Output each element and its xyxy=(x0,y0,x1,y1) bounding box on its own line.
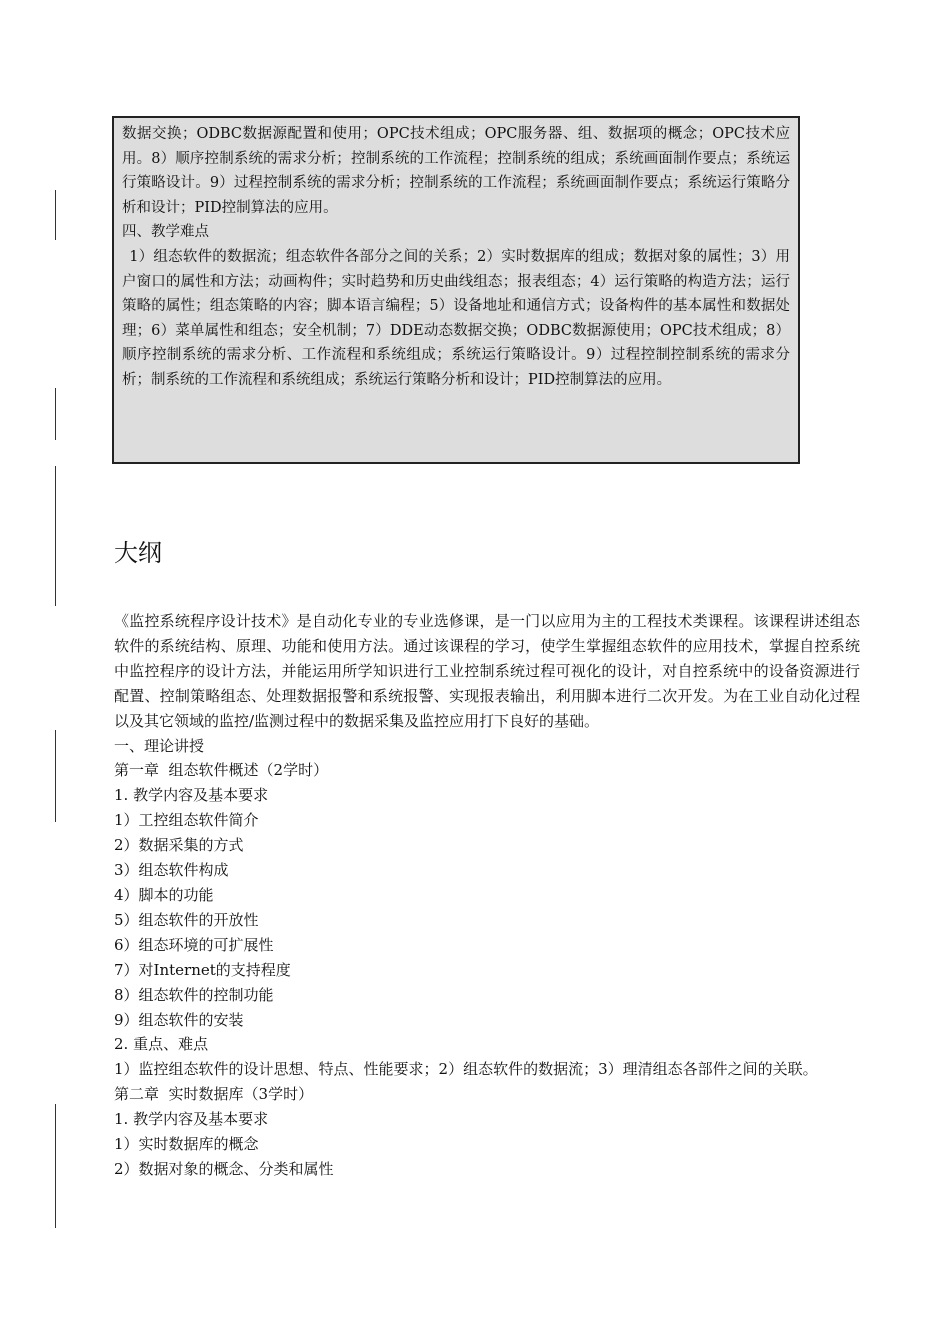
list-item: 9）组态软件的安装 xyxy=(114,1010,244,1029)
box-section-heading: 四、教学难点 xyxy=(122,224,209,241)
list-item: 1）工控组态软件简介 xyxy=(114,811,259,830)
chapter-title: 第一章 组态软件概述（2学时） xyxy=(114,761,329,780)
box-paragraph: 数据交换；ODBC数据源配置和使用；OPC技术组成；OPC服务器、组、数据项的概念；OPC技术应用。8）顺序控制系统的需求分析；控制系统的工作流程；控制系统的组成；系统画面制作要点；系统运行策略设计。9）过程控制系统的需求分析；控制系统的工作流程；系统画面制作要点；系统运行策略分析和设计；PID控制算法的应用。 xyxy=(122,126,790,216)
chapter-title: 第二章 实时数据库（3学时） xyxy=(114,1085,314,1104)
list-item: 4）脚本的功能 xyxy=(114,885,214,904)
body-paragraph: 1）监控组态软件的设计思想、特点、性能要求；2）组态软件的数据流；3）理清组态各部件之间的关联。 xyxy=(114,1060,818,1079)
section-heading: 大纲 xyxy=(114,539,162,567)
list-item: 6）组态环境的可扩展性 xyxy=(114,935,274,954)
revision-bar xyxy=(55,1104,56,1228)
list-item: 7）对Internet的支持程度 xyxy=(114,960,291,979)
revision-bar xyxy=(55,466,56,606)
list-item: 5）组态软件的开放性 xyxy=(114,910,259,929)
revision-bar xyxy=(55,730,56,822)
revision-bar xyxy=(55,388,56,440)
shaded-text-box xyxy=(112,116,800,464)
list-item: 2）数据对象的概念、分类和属性 xyxy=(114,1159,334,1178)
body-line: 1. 教学内容及基本要求 xyxy=(114,786,269,805)
intro-paragraph: 《监控系统程序设计技术》是自动化专业的专业选修课，是一门以应用为主的工程技术类课程。该课程讲述组态软件的系统结构、原理、功能和使用方法。通过该课程的学习，使学生掌握组态软件的应用技术，掌握自控系统中监控程序的设计方法，并能运用所学知识进行工业控制系统过程可视化的设计，对自控系统中的设备资源进行配置、控制策略组态、处理数据报警和系统报警、实现报表输出，利用脚本进行二次开发。为在工业自动化过程以及其它领域的监控/监测过程中的数据采集及监控应用打下良好的基础。 xyxy=(114,612,860,730)
syllabus-body xyxy=(114,609,860,1182)
body-line: 2. 重点、难点 xyxy=(114,1035,209,1054)
list-item: 3）组态软件构成 xyxy=(114,861,229,880)
box-paragraph: 1）组态软件的数据流；组态软件各部分之间的关系；2）实时数据库的组成；数据对象的属性；3）用户窗口的属性和方法；动画构件；实时趋势和历史曲线组态；报表组态；4）运行策略的构造方法；运行策略的属性；组态策略的内容；脚本语言编程；5）设备地址和通信方式；设备构件的基本属性和数据处理；6）菜单属性和组态；安全机制；7）DDE动态数据交换；ODBC数据源使用；OPC技术组成；8）顺序控制系统的需求分析、工作流程和系统组成；系统运行策略设计。9）过程控制控制系统的需求分析；制系统的工作流程和系统组成；系统运行策略分析和设计；PID控制算法的应用。 xyxy=(122,248,790,388)
list-item: 8）组态软件的控制功能 xyxy=(114,985,274,1004)
list-item: 1）实时数据库的概念 xyxy=(114,1135,259,1154)
revision-bar xyxy=(55,190,56,240)
list-item: 2）数据采集的方式 xyxy=(114,836,244,855)
body-line: 一、理论讲授 xyxy=(114,736,205,755)
body-line: 1. 教学内容及基本要求 xyxy=(114,1110,269,1129)
